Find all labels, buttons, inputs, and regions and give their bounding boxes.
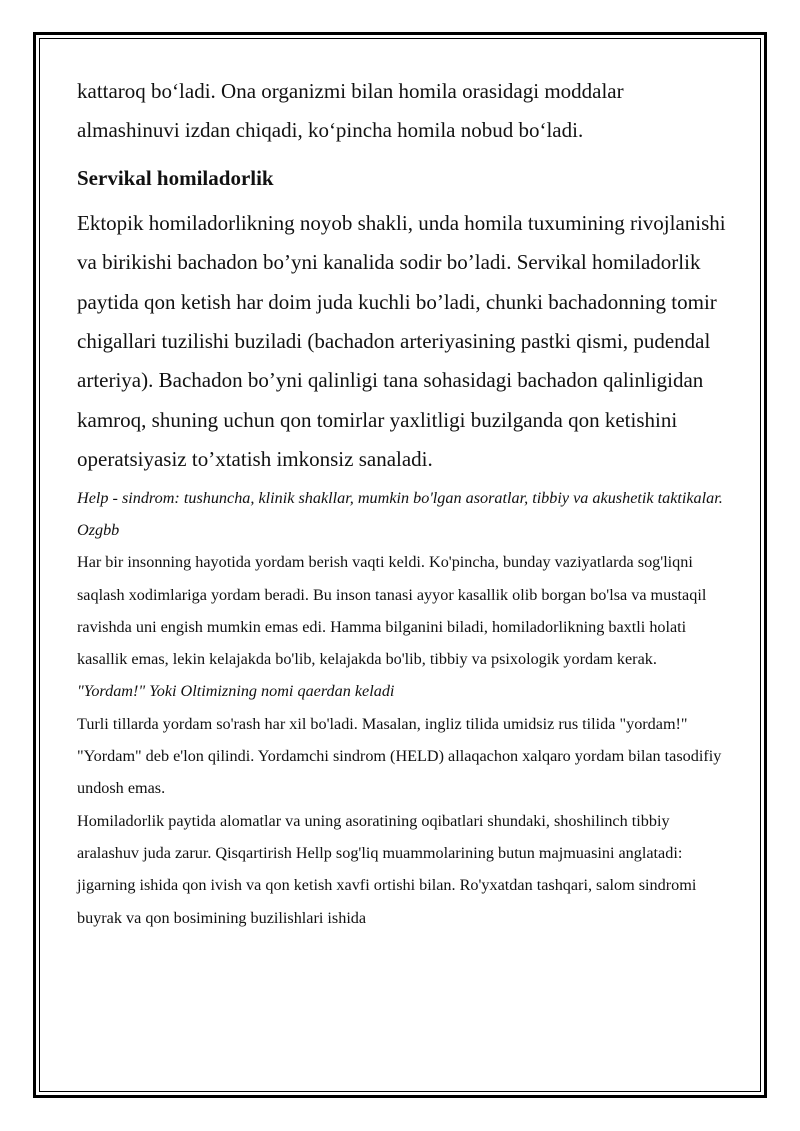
italic-title-yordam: "Yordam!" Yoki Oltimizning nomi qaerdan keladi	[77, 682, 395, 701]
paragraph-help-intro: Har bir insonning hayotida yordam berish vaqti keldi. Ko'pincha, bunday vaziyatlarda sog'liqni saqlash xodimlariga yordam beradi. Bu inson tanasi ayyor kasallik olib borgan bo'lsa va mustaqil ravishda uni engish mumkin emas edi. Hamma bilganini biladi, homiladorlikning baxtli holati kasallik emas, lekin kelajakda bo'lib, kelajakda bo'lib, tibbiy va psixologik yordam kerak.	[77, 553, 707, 669]
section-heading: Servikal homiladorlik	[77, 165, 274, 190]
italic-title-help-syndrome: Help - sindrom: tushuncha, klinik shakllar, mumkin bo'lgan asoratlar, tibbiy va akushetik taktikalar. Ozgbb	[77, 488, 723, 539]
paragraph-yordam: Turli tillarda yordam so'rash har xil bo'ladi. Masalan, ingliz tilida umidsiz rus tilida "yordam!" "Yordam" deb e'lon qilindi. Yordamchi sindrom (HELD) allaqachon xalqaro yordam bilan tasodifiy undosh emas.	[77, 714, 722, 798]
document-body	[77, 72, 727, 934]
paragraph-hellp: Homiladorlik paytida alomatlar va uning asoratining oqibatlari shundaki, shoshilinch tibbiy aralashuv juda zarur. Qisqartirish Hellp sog'liq muammolarining butun majmuasini anglatadi: jigarning ishida qon ivish va qon ketish xavfi ortishi bilan. Ro'yxatdan tashqari, salom sindromi buyrak va qon bosimining buzilishlari ishida	[77, 811, 697, 927]
paragraph-servikal: Ektopik homiladorlikning noyob shakli, unda homila tuxumining rivojlanishi va birikishi bachadon bo’yni kanalida sodir bo’ladi. Servikal homiladorlik paytida qon ketish har doim juda kuchli bo’ladi, chunki bachadonning tomir chigallari tuzilishi buziladi (bachadon arteriyasining pastki qismi, pudendal arteriya). Bachadon bo’yni qalinligi tana sohasidagi bachadon qalinligidan kamroq, shuning uchun qon tomirlar yaxlitligi buzilganda qon ketishini operatsiyasiz to’xtatish imkonsiz sanaladi.	[77, 210, 726, 472]
paragraph-continuation: kattaroq bo‘ladi. Ona organizmi bilan homila orasidagi moddalar almashinuvi izdan chiqadi, ko‘pincha homila nobud bo‘ladi.	[77, 79, 624, 143]
